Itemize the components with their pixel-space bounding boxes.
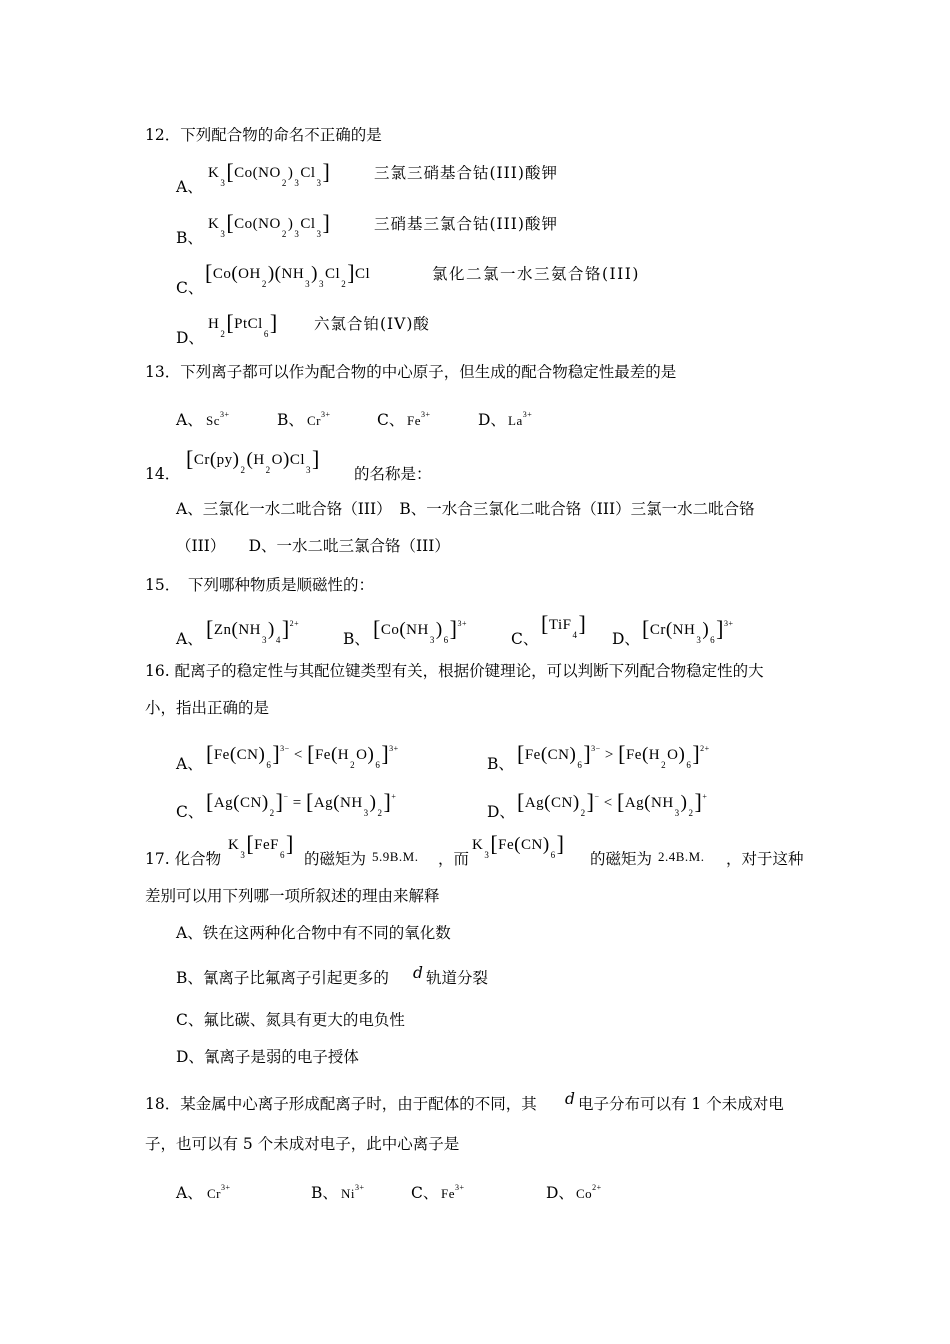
q12-option-d-formula: $H_2[PtCl_6]$ [208, 310, 278, 339]
q18-option-b-label: B、 [311, 1184, 338, 1202]
q17-option-d: D、氰离子是弱的电子授体 [176, 1048, 359, 1066]
q12-option-b-label: B、 [176, 229, 203, 247]
q17-formula-kfecn6: $K_3[Fe(CN)_6]$ [472, 831, 565, 860]
q17-text2: ，而 [438, 850, 470, 868]
q18-line1a: 18．某金属中心离子形成配离子时，由于配体的不同，其 [145, 1095, 537, 1113]
q16-option-c-formula: $[Ag(CN)_2]^- = [Ag(NH_3)_2]^+$ [206, 789, 397, 818]
q13-option-d-label: D、 [478, 411, 506, 429]
q18-line1b: 电子分布可以有 1 个未成对电 [578, 1095, 784, 1113]
q16-option-a-formula: $[Fe(CN)_6]^{3-} < [Fe(H_2O)_6]^{3+}$ [206, 741, 399, 770]
q17-line2: 差别可以用下列哪一项所叙述的理由来解释 [145, 887, 440, 905]
q14-options-line2: （III） D、一水二吡三氯合铬（III） [176, 537, 450, 555]
q14-formula: $[Cr(py)_2(H_2O)Cl_3]$ [186, 446, 320, 475]
q17-option-c: C、氟比碳、氮具有更大的电负性 [176, 1011, 405, 1029]
q17-formula-kfef6: $K_3[FeF_6]$ [228, 831, 294, 860]
q16-stem-line1: 16. 配离子的稳定性与其配位键类型有关，根据价键理论，可以判断下列配合物稳定性的大 [145, 662, 764, 680]
q12-option-b-formula: $K_3[Co(NO_2)_3Cl_3]$ [208, 210, 331, 239]
q17-option-b-d: d [413, 964, 423, 982]
q17-text3: 的磁矩为 [590, 850, 653, 868]
q13-option-a-label: A、 [176, 411, 203, 429]
q17-option-a: A、铁在这两种化合物中有不同的氧化数 [176, 924, 451, 942]
q18-option-a-formula: $Cr^{3+}$ [207, 1183, 231, 1201]
q16-option-d-formula: $[Ag(CN)_2]^- < [Ag(NH_3)_2]^+$ [517, 789, 708, 818]
q13-option-b-label: B、 [277, 411, 304, 429]
q13-option-c-label: C、 [377, 411, 405, 429]
q15-option-b-label: B、 [343, 630, 370, 648]
q13-option-c-formula: $Fe^{3+}$ [407, 410, 431, 428]
q18-line2: 子，也可以有 5 个未成对电子，此中心离子是 [145, 1135, 460, 1153]
q15-option-a-formula: $[Zn(NH_3)_4]^{2+}$ [206, 616, 300, 645]
q16-option-c-label: C、 [176, 803, 204, 821]
q16-option-a-label: A、 [176, 755, 203, 773]
q12-stem: 12．下列配合物的命名不正确的是 [145, 126, 382, 144]
q17-number: 17. 化合物 [145, 850, 222, 868]
q15-option-d-label: D、 [612, 630, 640, 648]
q13-option-a-formula: $Sc^{3+}$ [206, 410, 230, 428]
q12-option-a-label: A、 [176, 178, 203, 196]
q15-option-d-formula: $[Cr(NH_3)_6]^{3+}$ [642, 616, 734, 645]
q13-stem: 13．下列离子都可以作为配合物的中心原子，但生成的配合物稳定性最差的是 [145, 363, 677, 381]
q18-option-c-formula: $Fe^{3+}$ [441, 1183, 465, 1201]
q12-option-c-name: 氯化二氯一水三氨合铬(III) [432, 265, 640, 283]
q17-text1: 的磁矩为 [304, 850, 367, 868]
q12-option-c-label: C、 [176, 279, 204, 297]
q17-text4: ，对于这种 [726, 850, 804, 868]
q17-option-b-tail: 轨道分裂 [426, 969, 489, 987]
q15-option-b-formula: $[Co(NH_3)_6]^{3+}$ [373, 616, 468, 645]
q12-option-b-name: 三硝基三氯合钴(III)酸钾 [374, 215, 558, 233]
q18-option-d-label: D、 [546, 1184, 574, 1202]
q16-option-b-formula: $[Fe(CN)_6]^{3-} > [Fe(H_2O)_6]^{2+}$ [517, 741, 710, 770]
q13-option-d-formula: $La^{3+}$ [508, 410, 533, 428]
q12-option-c-formula: $[Co(OH_2)(NH_3)_3Cl_2]Cl$ [205, 260, 371, 289]
q18-option-d-formula: $Co^{2+}$ [576, 1183, 602, 1201]
q12-option-d-label: D、 [176, 329, 204, 347]
q16-option-b-label: B、 [487, 755, 514, 773]
q16-option-d-label: D、 [487, 803, 515, 821]
q14-number: 14． [145, 465, 181, 483]
q17-option-b-text: B、氰离子比氟离子引起更多的 [176, 969, 389, 987]
q18-option-b-formula: $Ni^{3+}$ [341, 1183, 365, 1201]
q17-value1: 5.9B.M. [372, 849, 419, 864]
q14-options-line1: A、三氯化一水二吡合铬（III） B、一水合三氯化二吡合铬（III）三氯一水二吡合铬 [176, 500, 755, 518]
q12-option-d-name: 六氯合铂(IV)酸 [314, 315, 430, 333]
q15-option-c-formula: [TiF$_4$] [541, 611, 587, 640]
q18-option-c-label: C、 [411, 1184, 439, 1202]
q16-stem-line2: 小，指出正确的是 [145, 699, 270, 717]
q18-option-a-label: A、 [176, 1184, 203, 1202]
q15-option-a-label: A、 [176, 630, 203, 648]
q12-option-a-name: 三氯三硝基合钴(III)酸钾 [374, 164, 558, 182]
q15-option-c-label: C、 [511, 630, 539, 648]
q18-line1-d: d [565, 1090, 575, 1108]
q13-option-b-formula: $Cr^{3+}$ [307, 410, 331, 428]
q14-suffix: 的名称是： [354, 465, 432, 483]
q17-value2: 2.4B.M. [658, 849, 705, 864]
q15-stem: 15． 下列哪种物质是顺磁性的： [145, 576, 374, 594]
q12-option-a-formula: $K_3[Co(NO_2)_3Cl_3]$ [208, 159, 331, 188]
